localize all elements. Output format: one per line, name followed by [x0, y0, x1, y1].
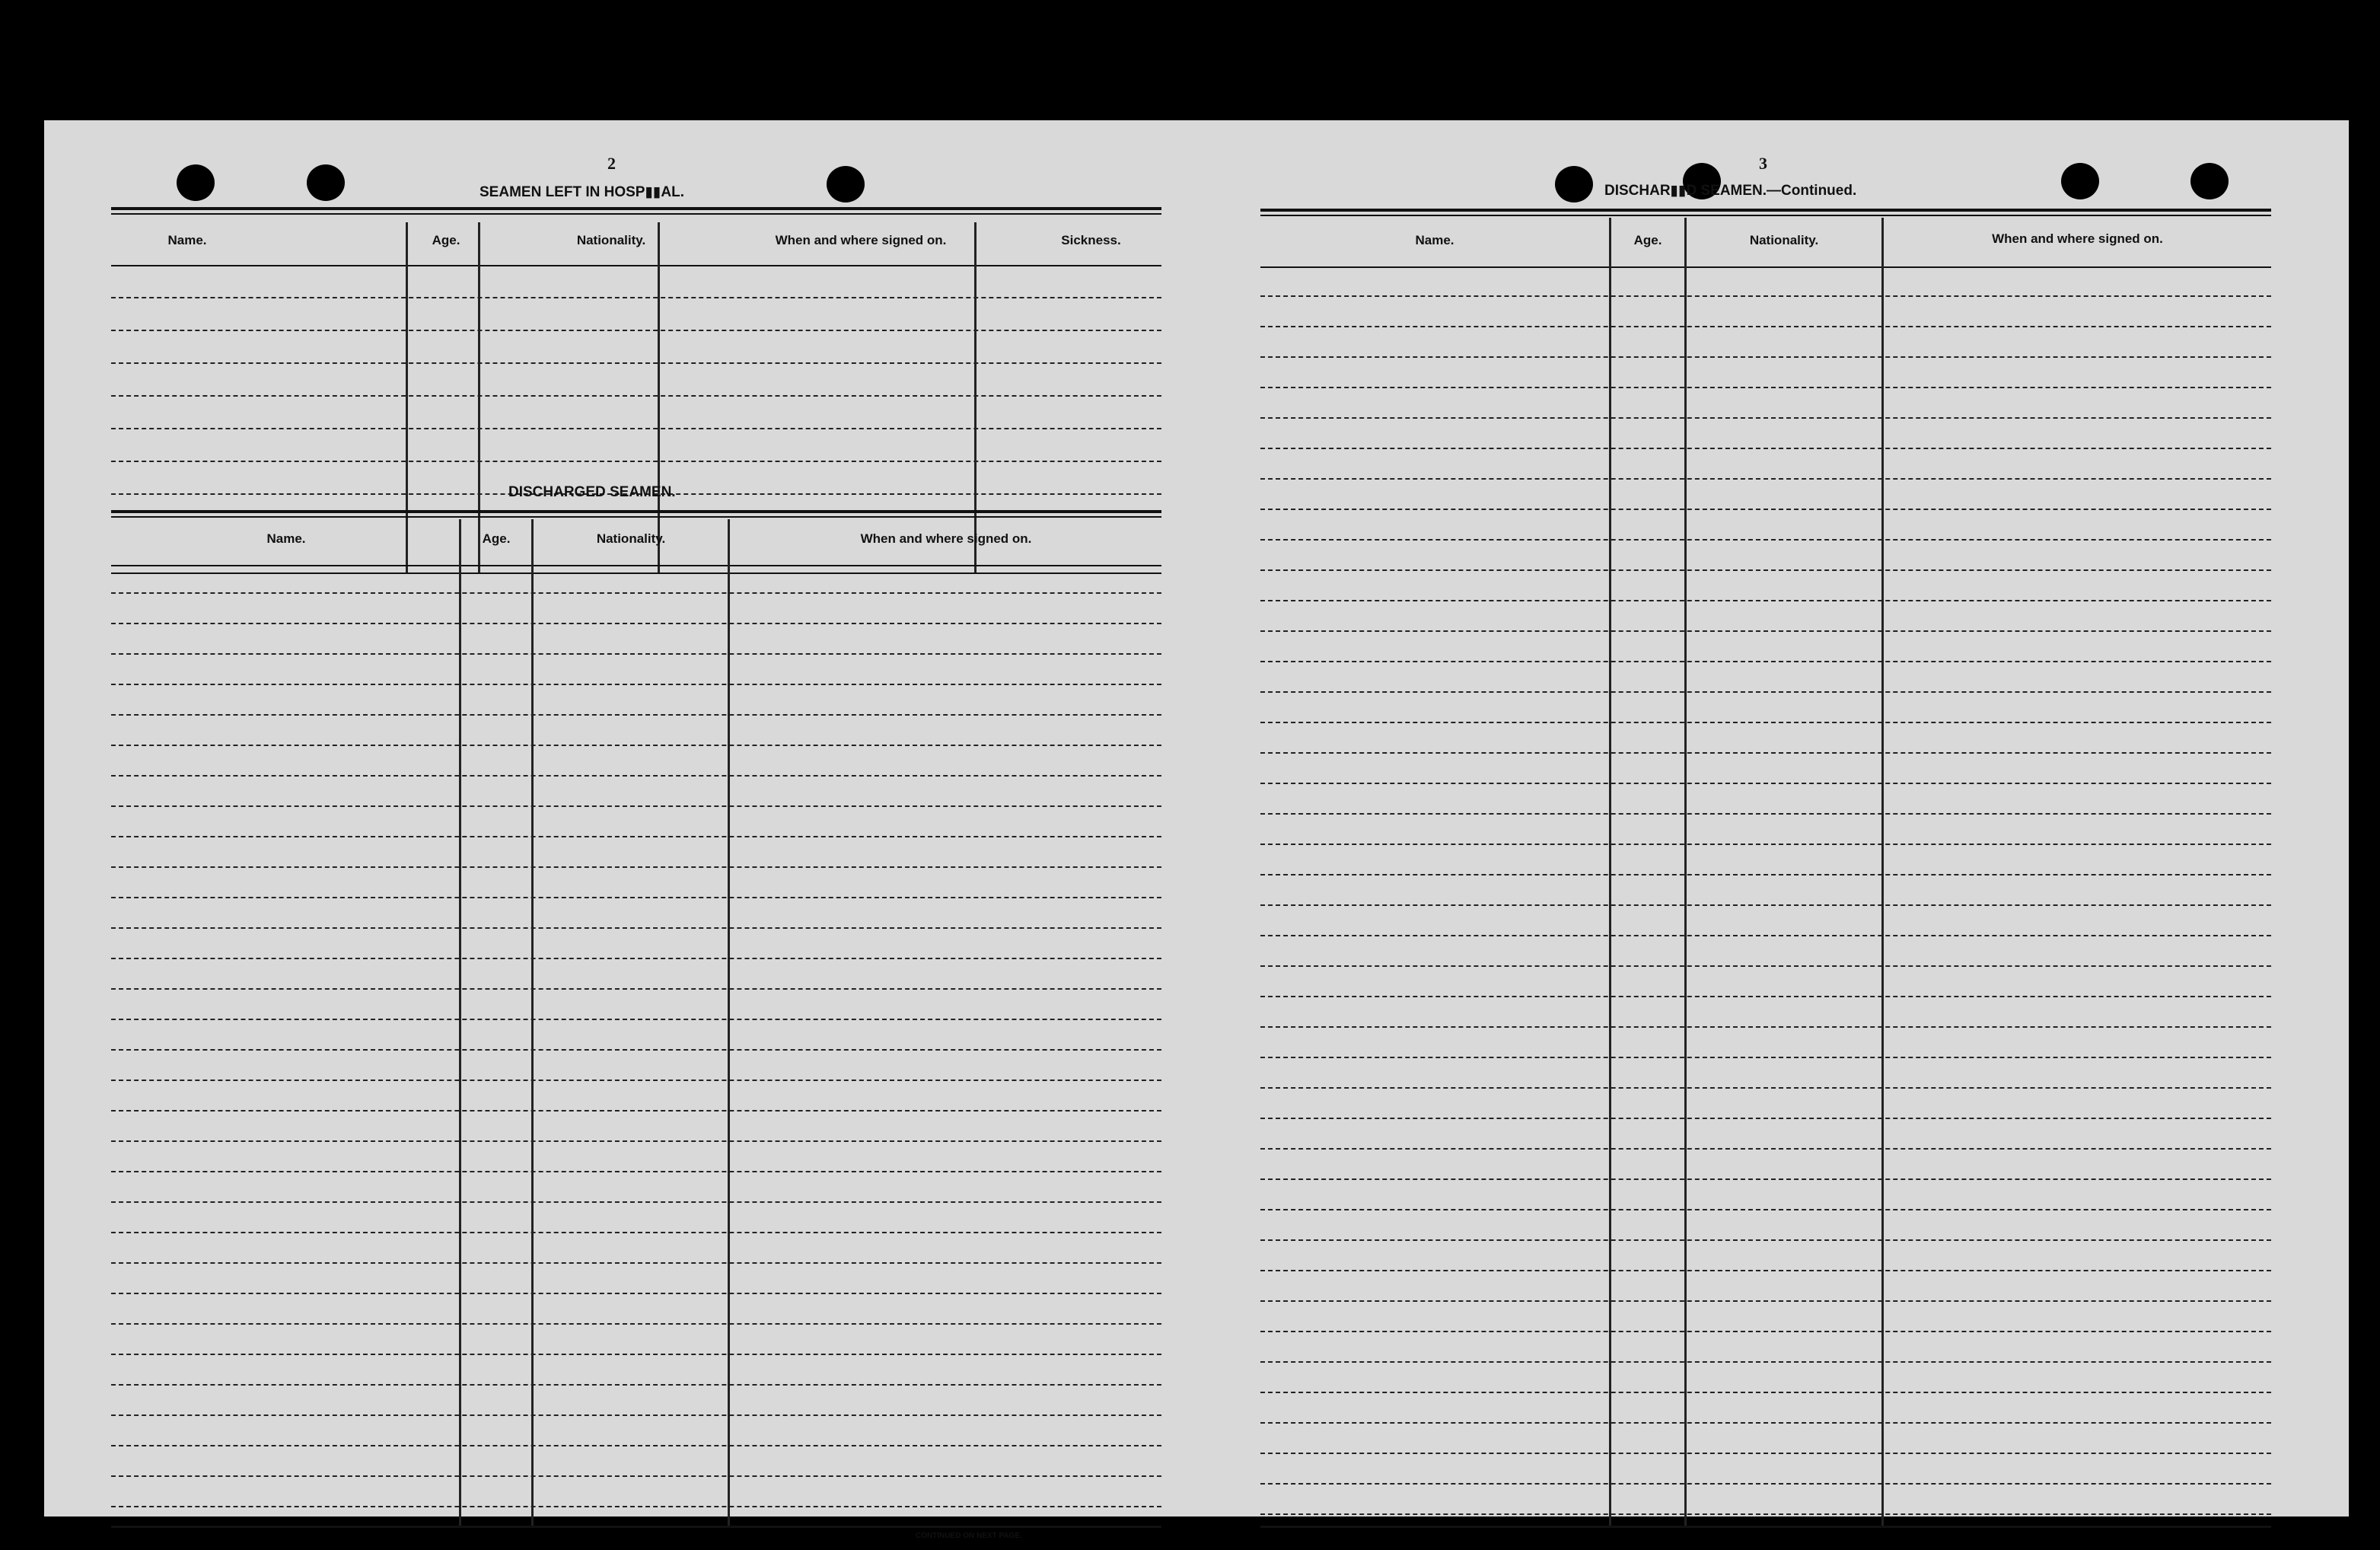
column-divider	[1684, 218, 1687, 1526]
table-row	[1260, 295, 2271, 297]
table-row	[111, 592, 1161, 594]
col-header-nationality: Nationality.	[596, 531, 666, 546]
col-header-signed-on: When and where signed on.	[1992, 231, 2163, 246]
column-divider	[974, 222, 977, 574]
table-row	[111, 866, 1161, 868]
table-row	[111, 1110, 1161, 1111]
table-row	[111, 836, 1161, 837]
table-row	[111, 1506, 1161, 1507]
table-row	[111, 988, 1161, 990]
column-divider	[531, 519, 534, 1526]
document-sheet	[44, 120, 2349, 1540]
table-row	[111, 461, 1161, 462]
table-row	[111, 1201, 1161, 1203]
column-divider	[406, 222, 408, 574]
table-row	[1260, 783, 2271, 784]
table-row	[1260, 996, 2271, 997]
table-row	[111, 1080, 1161, 1081]
page-number-right: 3	[1759, 154, 1767, 173]
table-row	[1260, 935, 2271, 936]
table-row	[111, 1384, 1161, 1386]
col-header-name: Name.	[167, 233, 207, 247]
column-divider	[1881, 218, 1884, 1526]
hospital-section-title: SEAMEN LEFT IN HOSP▮▮AL.	[480, 184, 684, 200]
table-row	[111, 1262, 1161, 1264]
col-header-age: Age.	[1633, 233, 1662, 247]
col-header-sickness: Sickness.	[1061, 233, 1121, 247]
rule	[1260, 1526, 2271, 1528]
table-row	[1260, 1483, 2271, 1485]
table-row	[1260, 356, 2271, 358]
table-row	[111, 362, 1161, 364]
table-row	[111, 330, 1161, 331]
column-divider	[1609, 218, 1611, 1526]
col-header-name: Name.	[266, 531, 306, 546]
column-divider	[478, 222, 480, 574]
punch-hole	[827, 166, 865, 203]
table-row	[1260, 387, 2271, 388]
table-row	[111, 623, 1161, 624]
table-row	[111, 297, 1161, 298]
table-row	[111, 1323, 1161, 1325]
table-row	[111, 1414, 1161, 1416]
table-row	[111, 653, 1161, 655]
col-header-age: Age.	[482, 531, 511, 546]
table-row	[1260, 448, 2271, 449]
col-header-age: Age.	[432, 233, 460, 247]
table-row	[1260, 569, 2271, 571]
col-header-name: Name.	[1415, 233, 1454, 247]
table-row	[1260, 1087, 2271, 1089]
table-row	[1260, 1026, 2271, 1028]
table-row	[111, 714, 1161, 716]
table-row	[111, 1293, 1161, 1294]
discharged-continued-title: DISCHAR▮▮D SEAMEN.—Continued.	[1604, 183, 1857, 199]
table-row	[111, 775, 1161, 777]
table-row	[1260, 1392, 2271, 1393]
table-row	[1260, 1453, 2271, 1454]
punch-hole	[307, 164, 345, 201]
table-row	[111, 897, 1161, 898]
table-row	[1260, 1148, 2271, 1150]
table-row	[1260, 630, 2271, 632]
table-row	[1260, 844, 2271, 845]
table-row	[1260, 1057, 2271, 1058]
table-row	[111, 958, 1161, 959]
rule	[111, 213, 1161, 215]
rule	[111, 565, 1161, 566]
table-row	[1260, 1422, 2271, 1424]
table-row	[1260, 1270, 2271, 1271]
col-header-signed-on: When and where signed on.	[860, 531, 1032, 546]
table-row	[1260, 509, 2271, 510]
table-row	[111, 1445, 1161, 1446]
table-row	[1260, 478, 2271, 480]
table-row	[1260, 1178, 2271, 1180]
col-header-nationality: Nationality.	[576, 233, 646, 247]
table-row	[1260, 874, 2271, 875]
punch-hole	[177, 164, 215, 201]
rule	[111, 1526, 1161, 1528]
table-row	[111, 1140, 1161, 1142]
table-row	[1260, 813, 2271, 815]
rule	[111, 265, 1161, 266]
table-row	[1260, 1300, 2271, 1302]
table-row	[1260, 904, 2271, 906]
rule	[111, 207, 1161, 210]
punch-hole	[1555, 166, 1593, 203]
table-row	[111, 684, 1161, 685]
table-row	[1260, 661, 2271, 662]
table-row	[1260, 722, 2271, 723]
table-row	[1260, 965, 2271, 967]
table-row	[111, 1171, 1161, 1172]
table-row	[1260, 1361, 2271, 1363]
table-row	[1260, 691, 2271, 693]
column-divider	[658, 222, 660, 574]
discharged-section-title: DISCHARGED SEAMEN.	[508, 484, 676, 500]
table-row	[111, 1232, 1161, 1233]
table-row	[1260, 752, 2271, 754]
table-row	[111, 1354, 1161, 1355]
punch-hole	[2190, 163, 2229, 199]
table-row	[1260, 1331, 2271, 1332]
table-row	[1260, 1239, 2271, 1241]
punch-hole	[2061, 163, 2099, 199]
rule	[1260, 215, 2271, 216]
rule	[111, 572, 1161, 574]
rule	[111, 516, 1161, 518]
rule	[1260, 266, 2271, 268]
table-row	[1260, 1209, 2271, 1210]
table-row	[111, 395, 1161, 397]
table-row	[111, 1475, 1161, 1477]
rule	[111, 510, 1161, 513]
column-divider	[459, 519, 461, 1526]
table-row	[111, 428, 1161, 429]
table-row	[1260, 326, 2271, 327]
rule	[1260, 209, 2271, 212]
table-row	[1260, 417, 2271, 419]
table-row	[111, 805, 1161, 807]
table-row	[1260, 600, 2271, 601]
col-header-signed-on: When and where signed on.	[775, 233, 947, 247]
continued-note: CONTINUED ON NEXT PAGE.	[916, 1532, 1022, 1540]
table-row	[111, 927, 1161, 929]
table-row	[1260, 1118, 2271, 1119]
column-divider	[728, 519, 730, 1526]
table-row	[1260, 1513, 2271, 1515]
table-row	[111, 745, 1161, 746]
table-row	[111, 1019, 1161, 1020]
col-header-nationality: Nationality.	[1749, 233, 1819, 247]
page-number-left: 2	[607, 154, 616, 173]
table-row	[1260, 539, 2271, 541]
table-row	[111, 1049, 1161, 1051]
